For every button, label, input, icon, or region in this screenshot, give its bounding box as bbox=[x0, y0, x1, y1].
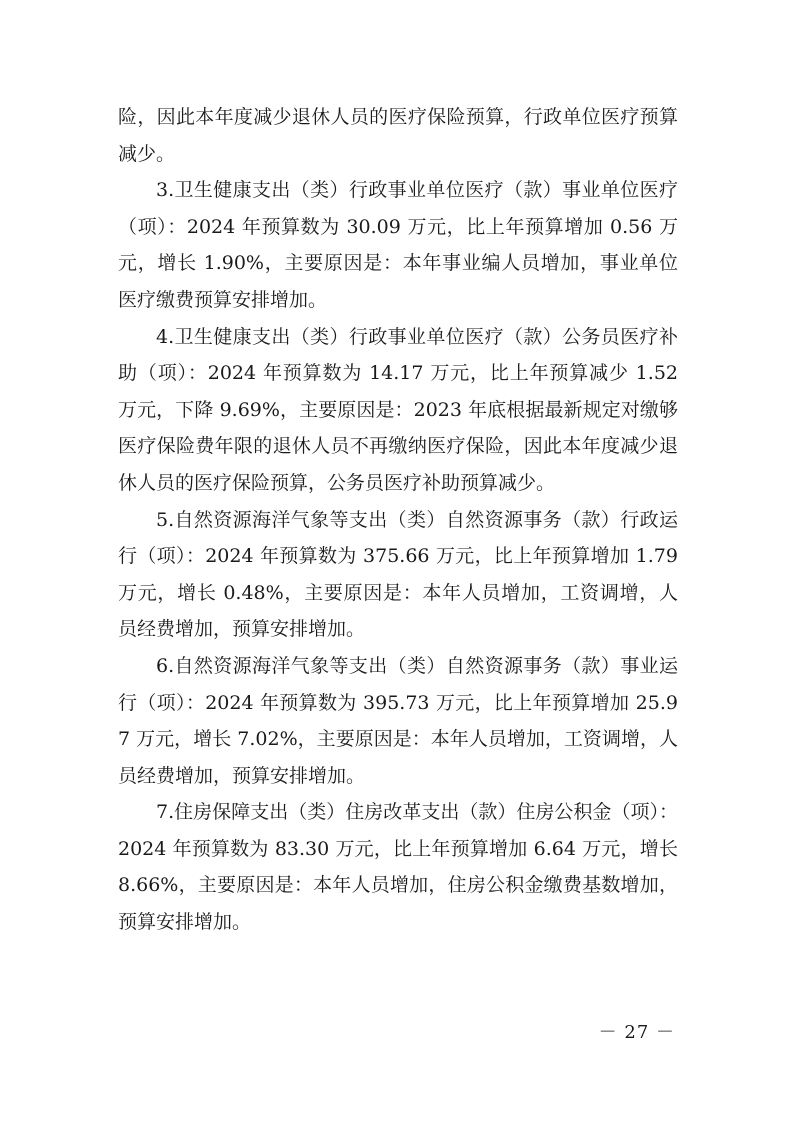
page-number: － 27 － bbox=[598, 1022, 675, 1043]
paragraph-item-7: 7.住房保障支出（类）住房改革支出（款）住房公积金（项）：2024 年预算数为 83.30 万元，比上年预算增加 6.64 万元，增长 8.66%，主要原因是：本年人员增加，住房公积金缴费基数增加，预算安排增加。 bbox=[118, 801, 678, 934]
paragraph-item-4: 4.卫生健康支出（类）行政事业单位医疗（款）公务员医疗补助（项）：2024 年预算数为 14.17 万元，比上年预算减少 1.52 万元，下降 9.69%，主要原因是：2023 年底根据最新规定对缴够医疗保险费年限的退休人员不再缴纳医疗保险，因此本年度减少退休人员的医疗保险预算，公务员医疗补助预算减少。 bbox=[118, 325, 678, 494]
body-text bbox=[118, 99, 678, 941]
paragraph-item-5: 5.自然资源海洋气象等支出（类）自然资源事务（款）行政运行（项）：2024 年预算数为 375.66 万元，比上年预算增加 1.79 万元，增长 0.48%，主要原因是：本年人员增加，工资调增，人员经费增加，预算安排增加。 bbox=[118, 508, 678, 641]
paragraph-continuation: 险，因此本年度减少退休人员的医疗保险预算，行政单位医疗预算减少。 bbox=[118, 106, 678, 165]
paragraph-item-6: 6.自然资源海洋气象等支出（类）自然资源事务（款）事业运行（项）：2024 年预算数为 395.73 万元，比上年预算增加 25.97 万元，增长 7.02%，主要原因是：本年人员增加，工资调增，人员经费增加，预算安排增加。 bbox=[118, 654, 678, 787]
paragraph-item-3: 3.卫生健康支出（类）行政事业单位医疗（款）事业单位医疗（项）：2024 年预算数为 30.09 万元，比上年预算增加 0.56 万元，增长 1.90%，主要原因是：本年事业编人员增加，事业单位医疗缴费预算安排增加。 bbox=[118, 179, 678, 311]
